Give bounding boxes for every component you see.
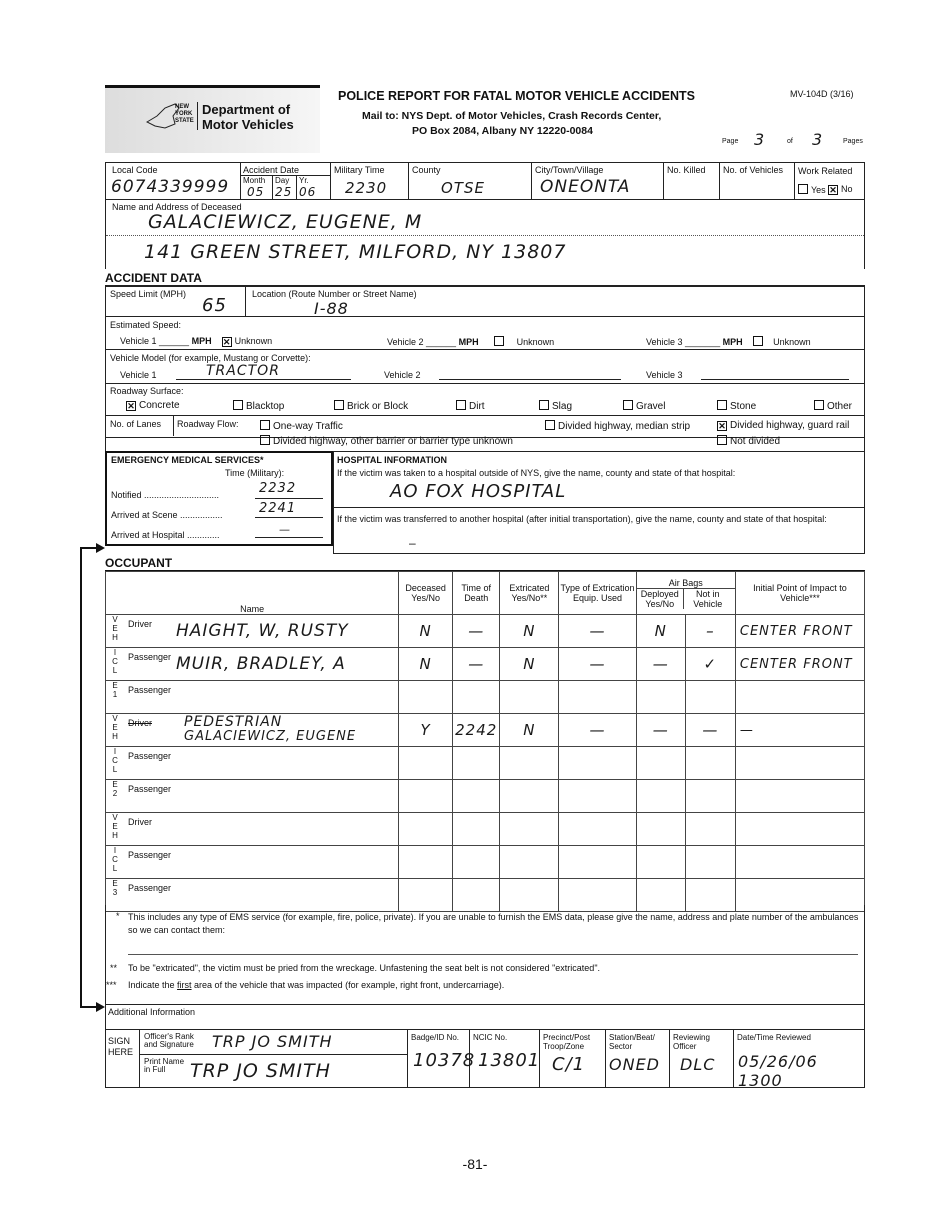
vehicle-letters: E 3	[112, 879, 118, 897]
local-code-value[interactable]: 6074339999	[111, 177, 230, 197]
occupant-notin[interactable]	[685, 747, 735, 780]
occupant-deceased[interactable]	[399, 846, 453, 879]
occupant-deceased[interactable]: N	[399, 615, 453, 648]
ems-scene-label: Arrived at Scene .................	[111, 510, 223, 520]
occupant-extricated[interactable]	[500, 681, 559, 714]
yr-value[interactable]: 06	[299, 185, 317, 199]
occupant-time[interactable]	[452, 846, 500, 879]
occupant-impact[interactable]	[735, 846, 864, 879]
col-extrication-equip: Type of Extrication Equip. Used	[560, 583, 635, 603]
col-extricated: Extricated Yes/No**	[509, 583, 550, 603]
vehicle-letters: V E H	[112, 714, 118, 741]
occupant-equip[interactable]: —	[559, 648, 636, 681]
hospital-text2: If the victim was transferred to another hospital (after initial transportation), give the name, county and state of that hospital:	[337, 514, 827, 524]
occupant-role: Driver	[128, 718, 152, 728]
occupant-deployed[interactable]	[636, 681, 685, 714]
table-row	[106, 681, 865, 714]
reviewing-label: Reviewing Officer	[673, 1033, 710, 1051]
occupant-extricated[interactable]	[500, 747, 559, 780]
military-time-value[interactable]: 2230	[345, 179, 388, 197]
vehicle-letters: I C L	[112, 648, 118, 675]
occupant-role: Driver	[128, 619, 152, 629]
occupant-deceased[interactable]: Y	[399, 714, 453, 747]
occupant-deployed[interactable]	[636, 780, 685, 813]
county-value[interactable]: OTSE	[441, 179, 485, 197]
occupant-role: Passenger	[128, 751, 172, 761]
occupant-notin[interactable]	[685, 780, 735, 813]
additional-label: Additional Information	[108, 1007, 196, 1017]
occupant-impact[interactable]: CENTER FRONT	[735, 615, 864, 648]
ems-notified-value[interactable]: 2232	[259, 481, 297, 496]
ems-time-label: Time (Military):	[225, 468, 285, 478]
note3-marker: ***	[106, 980, 117, 990]
flow-guardrail[interactable]: ✕ Divided highway, guard rail	[717, 420, 849, 431]
vehicles-label: No. of Vehicles	[723, 165, 784, 175]
pages-label: Pages	[843, 138, 863, 145]
occupant-equip[interactable]	[559, 747, 636, 780]
killed-label: No. Killed	[667, 165, 706, 175]
surface-gravel[interactable]: Gravel	[623, 400, 665, 412]
surface-concrete[interactable]: ✕Concrete	[126, 400, 180, 411]
occupant-name[interactable]: MUIR, BRADLEY, A	[176, 654, 346, 674]
occupant-equip[interactable]: —	[559, 714, 636, 747]
yr-label: Yr.	[299, 176, 309, 185]
hospital-transfer[interactable]: –	[409, 536, 416, 550]
est-v3: Vehicle 3 _______ MPH Unknown	[646, 337, 811, 347]
datetime-label: Date/Time Reviewed	[737, 1033, 811, 1042]
page-number: 3	[754, 130, 766, 149]
deceased-block	[105, 199, 865, 269]
work-yes-checkbox[interactable]: Yes	[798, 184, 826, 195]
city-label: City/Town/Village	[535, 165, 604, 175]
flow-oneway[interactable]: One-way Traffic	[260, 420, 343, 432]
precinct-value[interactable]: C/1	[552, 1054, 586, 1075]
military-time-label: Military Time	[334, 165, 385, 175]
col-impact: Initial Point of Impact to Vehicle***	[753, 583, 847, 603]
form-number: MV-104D (3/16)	[790, 89, 854, 99]
print-label: Print Name in Full	[144, 1057, 185, 1074]
occupant-deceased[interactable]	[399, 813, 453, 846]
mail-line1: Mail to: NYS Dept. of Motor Vehicles, Crash Records Center,	[362, 110, 662, 122]
vehicle-letters: V E H	[112, 813, 118, 840]
of-label: of	[787, 138, 793, 145]
ncic-label: NCIC No.	[473, 1033, 508, 1042]
hospital-text1: If the victim was taken to a hospital outside of NYS, give the name, county and state of that hospital:	[337, 468, 736, 478]
surface-brick[interactable]: Brick or Block	[334, 400, 408, 412]
occupant-title: OCCUPANT	[105, 556, 173, 570]
model-v2-label: Vehicle 2	[384, 370, 421, 380]
surface-blacktop[interactable]: Blacktop	[233, 400, 284, 412]
model-label: Vehicle Model (for example, Mustang or Corvette):	[110, 353, 311, 363]
surface-stone[interactable]: Stone	[717, 400, 756, 412]
dmv-line2: Motor Vehicles	[202, 117, 294, 132]
occupant-extricated[interactable]	[500, 846, 559, 879]
signature-row	[105, 1030, 865, 1088]
occupant-extricated[interactable]: N	[500, 714, 559, 747]
occupant-notin[interactable]: —	[685, 714, 735, 747]
occupant-notin[interactable]: ✓	[685, 648, 735, 681]
deceased-label: Name and Address of Deceased	[112, 202, 242, 212]
hospital-title: HOSPITAL INFORMATION	[337, 455, 447, 465]
page-total: 3	[812, 130, 824, 149]
margin-arrow-line	[80, 548, 82, 1008]
occupant-deceased[interactable]	[399, 747, 453, 780]
occupant-extricated[interactable]	[500, 780, 559, 813]
occupant-deceased[interactable]	[399, 681, 453, 714]
occupant-deceased[interactable]: N	[399, 648, 453, 681]
occupant-equip[interactable]	[559, 780, 636, 813]
surface-label: Roadway Surface:	[110, 386, 184, 396]
month-value[interactable]: 05	[247, 185, 265, 199]
reviewing-value[interactable]: DLC	[680, 1055, 716, 1074]
table-row	[106, 846, 865, 879]
vehicle-letters: I C L	[112, 846, 118, 873]
ncic-value[interactable]: 13801	[478, 1050, 541, 1071]
table-row	[106, 714, 865, 747]
datetime-value[interactable]: 05/26/06 1300	[738, 1052, 818, 1090]
header-logo-area	[105, 88, 320, 153]
ems-scene-value[interactable]: 2241	[259, 501, 297, 516]
occupant-name-2[interactable]: GALACIEWICZ, EUGENE	[184, 729, 357, 744]
hospital-box	[333, 451, 865, 554]
est-speed-label: Estimated Speed:	[110, 320, 182, 330]
occupant-impact[interactable]	[735, 681, 864, 714]
month-label: Month	[243, 176, 266, 185]
occupant-time[interactable]: 2242	[452, 714, 500, 747]
occupant-extricated[interactable]: N	[500, 648, 559, 681]
page-label: Page	[722, 138, 739, 145]
table-row	[106, 747, 865, 780]
est-v2: Vehicle 2 ______ MPH Unknown	[387, 337, 555, 347]
flow-median[interactable]: Divided highway, median strip	[545, 420, 690, 432]
est-v1: Vehicle 1 ______ MPH ✕ Unknown	[120, 336, 272, 347]
occupant-role: Driver	[128, 817, 152, 827]
occupant-extricated[interactable]: N	[500, 615, 559, 648]
deceased-name[interactable]: GALACIEWICZ, EUGENE, M	[148, 211, 423, 233]
ems-hospital-label: Arrived at Hospital .............	[111, 530, 220, 540]
station-label: Station/Beat/ Sector	[609, 1033, 655, 1051]
notes-block	[105, 905, 865, 1005]
col-name: Name	[240, 604, 265, 614]
vehicle-letters: E 1	[112, 681, 118, 699]
table-row	[106, 648, 865, 681]
occupant-equip[interactable]	[559, 681, 636, 714]
occupant-impact[interactable]: CENTER FRONT	[735, 648, 864, 681]
col-deployed: Deployed Yes/No	[637, 589, 684, 609]
arrow-head-icon	[96, 1002, 105, 1012]
deceased-address[interactable]: 141 GREEN STREET, MILFORD, NY 13807	[144, 241, 567, 263]
occupant-deployed[interactable]	[636, 747, 685, 780]
occupant-extricated[interactable]	[500, 813, 559, 846]
flow-label: Roadway Flow:	[177, 419, 239, 429]
ems-box	[105, 451, 333, 546]
accident-date-label: Accident Date	[243, 165, 300, 175]
occupant-time[interactable]: —	[452, 648, 500, 681]
occupant-notin[interactable]	[685, 681, 735, 714]
rank-signature[interactable]: TRP JO SMITH	[212, 1032, 333, 1051]
occupant-impact[interactable]	[735, 813, 864, 846]
additional-info[interactable]	[105, 1004, 865, 1030]
occupant-name[interactable]: HAIGHT, W, RUSTY	[176, 621, 349, 641]
table-row	[106, 615, 865, 648]
col-time: Time of Death	[461, 583, 492, 603]
accident-data-title: ACCIDENT DATA	[105, 271, 202, 285]
hospital-name[interactable]: AO FOX HOSPITAL	[390, 481, 567, 502]
note1-marker: *	[116, 911, 120, 921]
vehicle-letters: I C L	[112, 747, 118, 774]
model-v1-value[interactable]: TRACTOR	[206, 363, 280, 379]
occupant-impact[interactable]	[735, 780, 864, 813]
occupant-role: Passenger	[128, 883, 172, 893]
occupant-equip[interactable]: —	[559, 615, 636, 648]
sign-here-label: SIGN HERE	[106, 1030, 140, 1088]
mail-line2: PO Box 2084, Albany NY 12220-0084	[412, 125, 593, 137]
occupant-role: Passenger	[128, 850, 172, 860]
page-title: POLICE REPORT FOR FATAL MOTOR VEHICLE ACCIDENTS	[338, 89, 695, 103]
occupant-role: Passenger	[128, 784, 172, 794]
occupant-notin[interactable]	[685, 846, 735, 879]
flow-notdivided[interactable]: Not divided	[717, 435, 780, 447]
occupant-equip[interactable]	[559, 813, 636, 846]
badge-value[interactable]: 10378	[413, 1050, 476, 1071]
work-no-checkbox[interactable]: ✕ No	[828, 184, 853, 195]
occupant-time[interactable]: —	[452, 615, 500, 648]
occupant-impact[interactable]	[735, 747, 864, 780]
occupant-deployed[interactable]	[636, 846, 685, 879]
occupant-time[interactable]	[452, 747, 500, 780]
arrow-head-icon	[96, 543, 105, 553]
city-value[interactable]: ONEONTA	[540, 177, 631, 197]
occupant-deployed[interactable]: —	[636, 648, 685, 681]
local-code-label: Local Code	[112, 165, 158, 175]
ems-hospital-value[interactable]: —	[279, 523, 291, 536]
model-v1-label: Vehicle 1	[120, 370, 157, 380]
table-row	[106, 780, 865, 813]
flow-divided-other[interactable]: Divided highway, other barrier or barrier type unknown	[260, 435, 513, 447]
speed-location-row	[105, 286, 865, 317]
precinct-label: Precinct/Post Troop/Zone	[543, 1033, 591, 1051]
col-deceased: Deceased Yes/No	[405, 583, 446, 603]
occupant-time[interactable]	[452, 780, 500, 813]
dmv-line1: Department of	[202, 102, 291, 117]
note3: Indicate the first area of the vehicle that was impacted (for example, right front, undercarriage).	[128, 980, 505, 990]
col-notin: Not in Vehicle	[693, 588, 723, 609]
speed-limit-label: Speed Limit (MPH)	[110, 289, 187, 299]
location-label: Location (Route Number or Street Name)	[252, 289, 417, 299]
station-value[interactable]: ONED	[609, 1055, 660, 1074]
location-value[interactable]: I-88	[314, 299, 349, 318]
speed-limit-value[interactable]: 65	[202, 295, 227, 316]
occupant-role: Passenger	[128, 652, 172, 662]
occupant-name[interactable]: PEDESTRIAN	[184, 714, 283, 730]
occupant-role: Passenger	[128, 685, 172, 695]
footer-page-number: -81-	[462, 1156, 488, 1172]
col-airbags: Air Bags	[637, 578, 735, 589]
day-label: Day	[275, 176, 290, 185]
occupant-deceased[interactable]	[399, 780, 453, 813]
ny-state-logo-text: NEW YORK STATE	[175, 104, 194, 124]
occupant-deployed[interactable]: —	[636, 714, 685, 747]
surface-dirt[interactable]: Dirt	[456, 400, 485, 412]
ems-title: EMERGENCY MEDICAL SERVICES*	[111, 455, 264, 465]
lanes-label: No. of Lanes	[110, 419, 162, 429]
occupant-equip[interactable]	[559, 846, 636, 879]
rank-label: Officer's Rank and Signature	[144, 1032, 194, 1049]
occupant-notin[interactable]	[685, 813, 735, 846]
occupant-time[interactable]	[452, 813, 500, 846]
vehicle-letters: V E H	[112, 615, 118, 642]
ems-notified-label: Notified ..............................	[111, 490, 220, 500]
occupant-impact[interactable]: —	[735, 714, 864, 747]
occupant-deployed[interactable]: N	[636, 615, 685, 648]
county-label: County	[412, 165, 441, 175]
occupant-table	[105, 571, 865, 912]
vehicle-letters: E 2	[112, 780, 118, 798]
occupant-time[interactable]	[452, 681, 500, 714]
badge-label: Badge/ID No.	[411, 1033, 460, 1042]
model-v3-label: Vehicle 3	[646, 370, 683, 380]
table-row	[106, 813, 865, 846]
note1: This includes any type of EMS service (for example, fire, police, private). If you are unable to furnish the EMS data, please give the name, address and plate number of the ambulances so we can contact them:	[128, 912, 859, 935]
note2: To be "extricated", the victim must be pried from the wreckage. Unfastening the seat belt is not considered "extricated".	[128, 963, 601, 973]
surface-other[interactable]: Other	[814, 400, 852, 412]
top-info-row	[105, 162, 865, 200]
occupant-deployed[interactable]	[636, 813, 685, 846]
day-value[interactable]: 25	[275, 185, 293, 199]
occupant-notin[interactable]: –	[685, 615, 735, 648]
note2-marker: **	[110, 963, 118, 973]
print-name[interactable]: TRP JO SMITH	[190, 1060, 331, 1082]
surface-slag[interactable]: Slag	[539, 400, 572, 412]
work-related-label: Work Related	[798, 166, 853, 176]
